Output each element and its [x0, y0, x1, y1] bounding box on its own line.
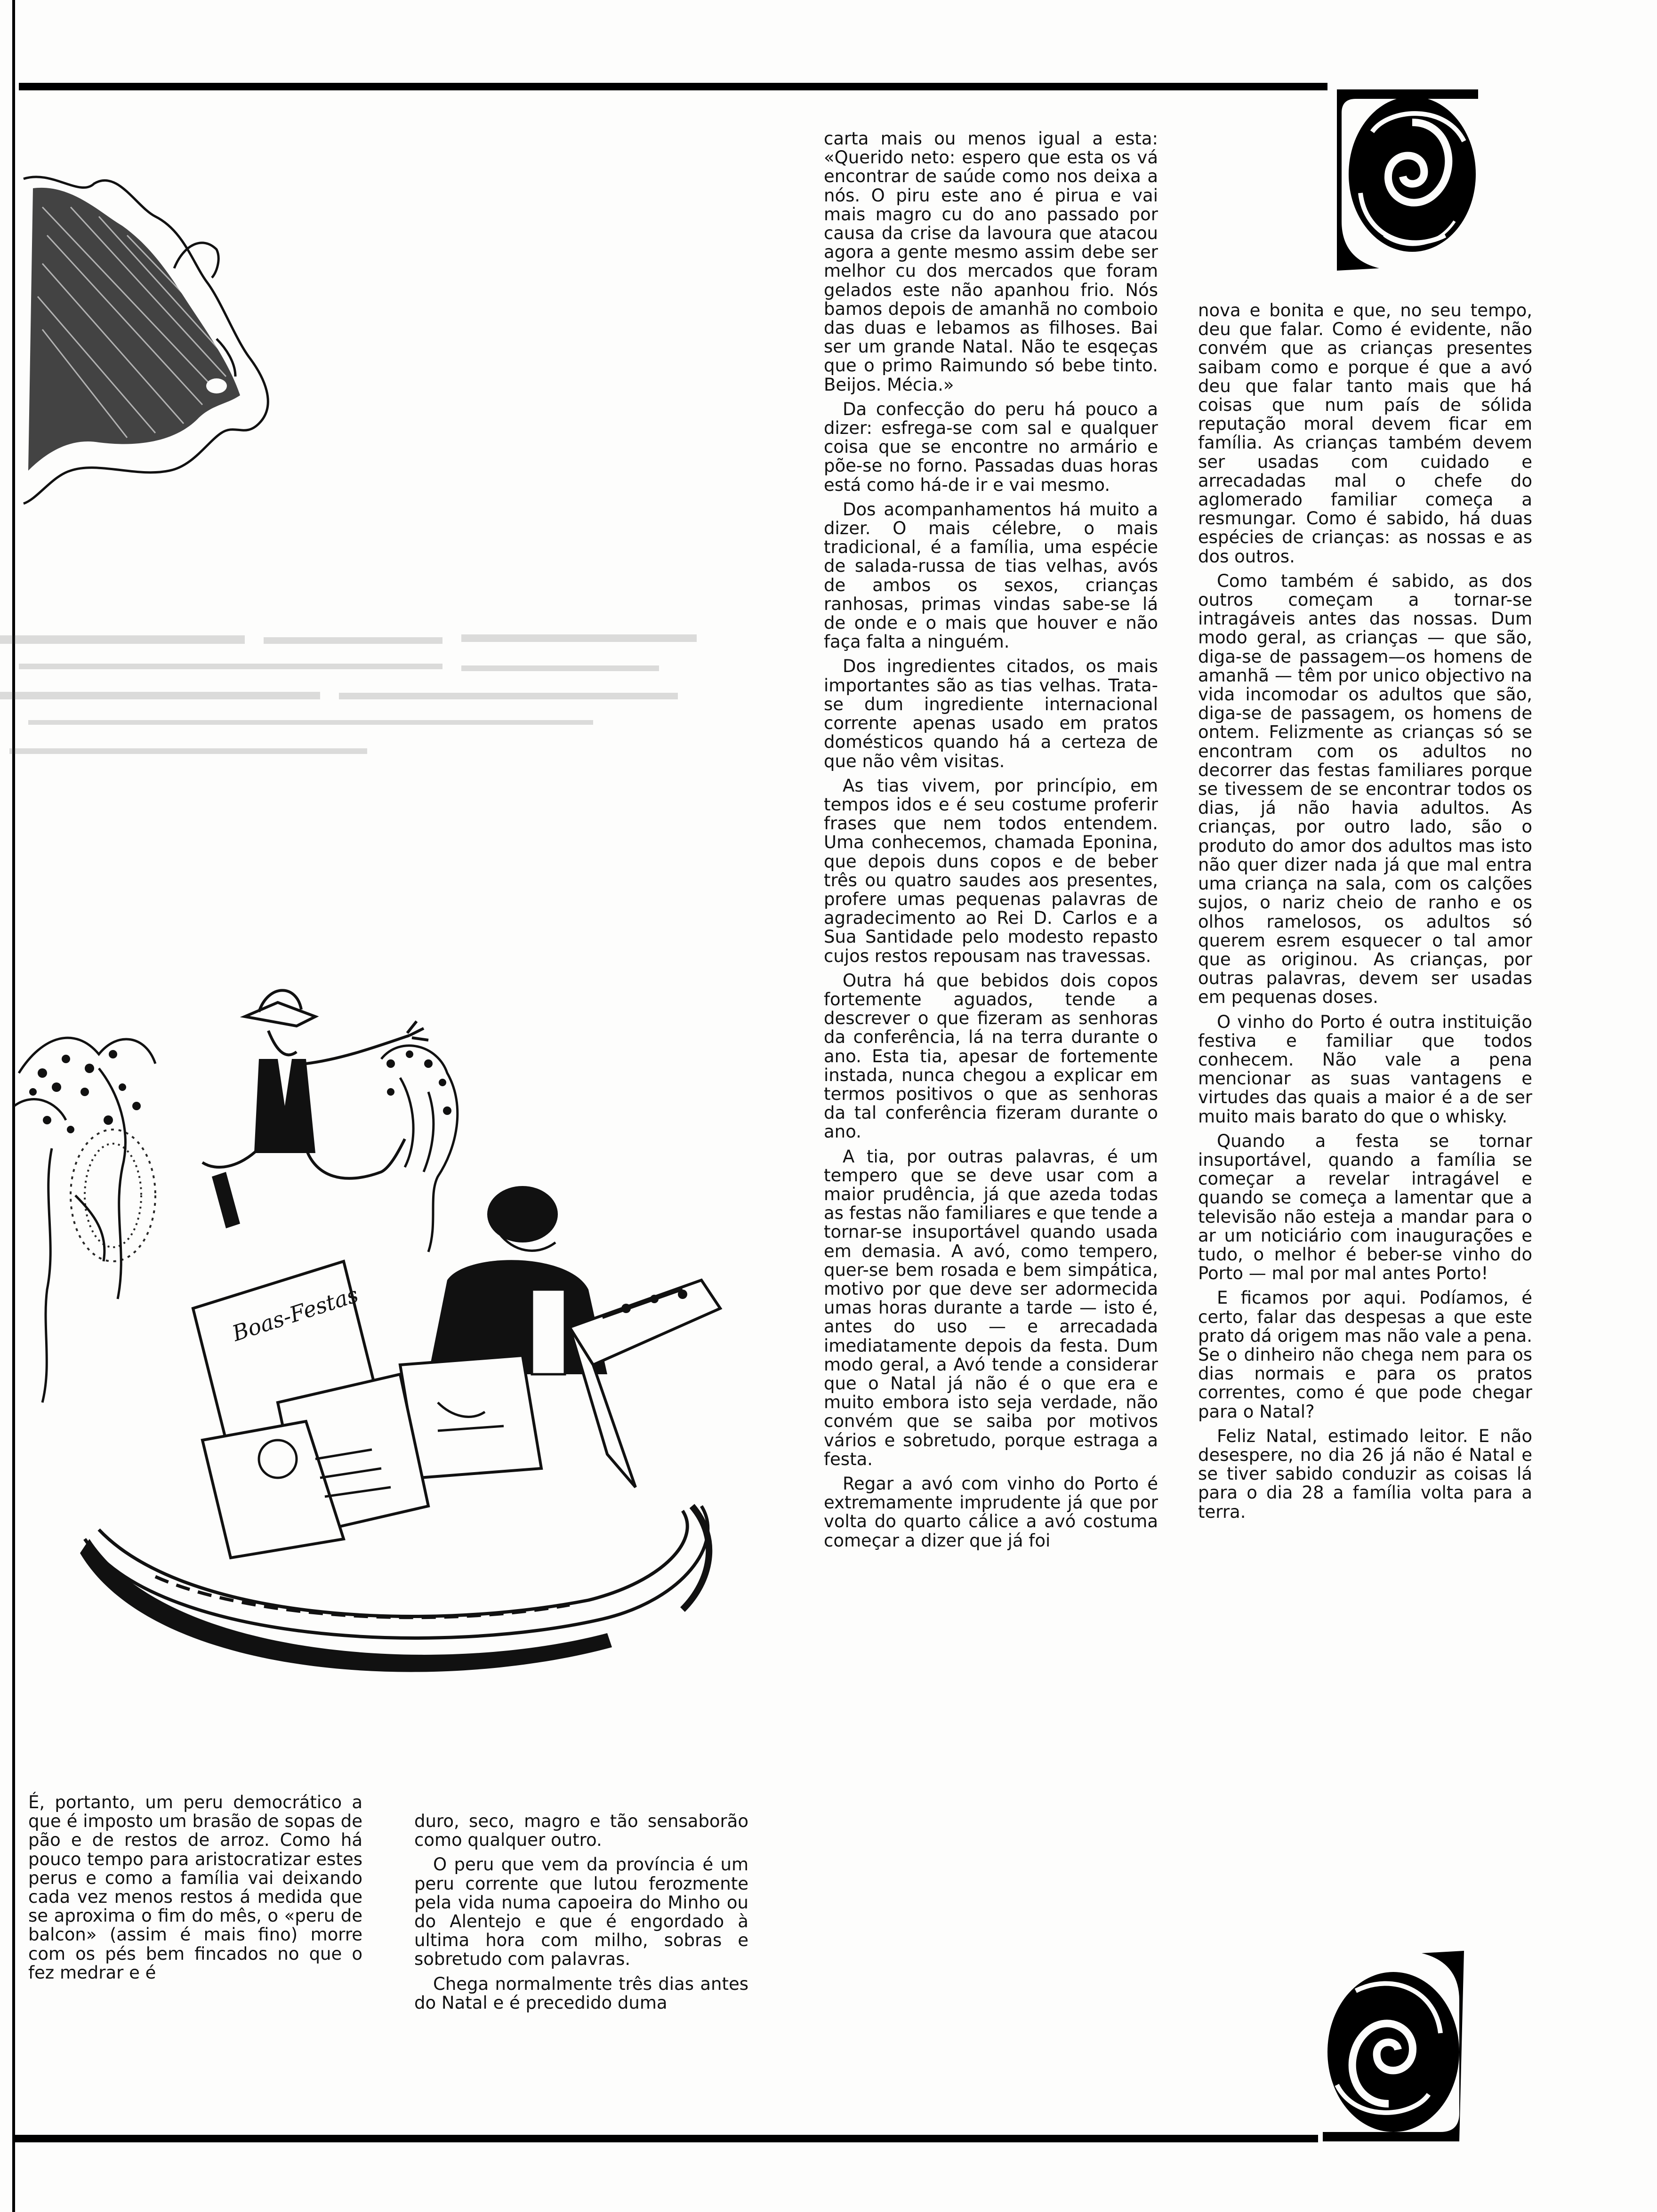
- bottom-rule: [14, 2135, 1318, 2142]
- article-column-1: [28, 1793, 362, 1988]
- paragraph: duro, seco, magro e tão sensaborão como qualquer outro.: [414, 1811, 748, 1851]
- paragraph: Dos acompanhamentos há muito a dizer. O mais célebre, o mais tradicional, é a família, uma espécie de salada-russa de tias velhas, avós de ambos os sexos, crianças ranhosas, primas vindas sabe-se lá de onde e o mais que houver e não faça falta a ninguém.: [824, 499, 1158, 652]
- bottom-swirl-ornament: [1318, 1944, 1473, 2146]
- bleed-through-texture: [0, 626, 716, 777]
- paragraph: Dos ingredientes citados, os mais importantes são as tias velhas. Trata-se dum ingrediente internacional corrente apenas usado em pratos domésticos quando há a certeza de que não vêm visitas.: [824, 656, 1158, 771]
- christmas-hamper-illustration: [14, 951, 734, 1694]
- paragraph: Quando a festa se tornar insuportável, quando a família se começar a revelar intragável e quando se começa a lamentar que a televisão não esteja a mandar para o ar um noticiário com inaugurações e tudo, o melhor é beber-se vinho do Porto — mal por mal antes Porto!: [1198, 1130, 1532, 1284]
- top-rule: [19, 83, 1327, 90]
- paragraph: As tias vivem, por princípio, em tempos idos e é seu costume proferir frases que nem todos entendem. Uma conhecemos, chamada Eponina, que depois duns copos e de beber três ou quatro saudes aos presentes, profere umas pequenas palavras de agradecimento ao Rei D. Carlos e a Sua Santidade pelo modesto repasto cujos restos repousam nas travessas.: [824, 775, 1158, 966]
- paragraph: Chega normalmente três dias antes do Natal e é precedido duma: [414, 1973, 748, 2013]
- paragraph: Outra há que bebidos dois copos fortemente aguados, tende a descrever o que fizeram as senhoras da conferência, lá na terra durante o ano. Esta tia, apesar de fortemente instada, nunca chegou a explicar em termos positivos o que as senhoras da tal conferência fizeram durante o ano.: [824, 970, 1158, 1142]
- bull-engraving: [14, 141, 278, 593]
- paragraph: O peru que vem da província é um peru corrente que lutou ferozmente pela vida numa capoeira do Minho ou do Alentejo e que é engordado à ultima hora com milho, sobras e sobretudo com palavras.: [414, 1854, 748, 1970]
- paragraph: Como também é sabido, as dos outros começam a tornar-se intragáveis antes das nossas. Dum modo geral, as crianças — que são, diga-se de passagem—os homens de amanhã — têm por unico objectivo na vida incomodar os adultos que são, diga-se de passagem, os homens de ontem. Felizmente as crianças só se encontram com os adultos no decorrer das festas familiares porque se tivessem de se encontrar todos os dias, já não havia adultos. As crianças, por outro lado, são o produto do amor dos adultos mas isto não quer dizer nada já que mal entra uma criança na sala, com os calções sujos, o nariz cheio de ranho e os olhos ramelosos, os adultos só querem esrem esquecer o tal amor que as originou. As crianças, por outras palavras, devem ser usadas em pequenas doses.: [1198, 570, 1532, 1008]
- paragraph: A tia, por outras palavras, é um tempero que se deve usar com a maior prudência, já que azeda todas as festas não familiares e que tende a tornar-se insuportável quando usada em demasia. A avó, como tempero, quer-se bem rosada e bem simpática, motivo por que deve ser adormecida umas horas durante a tarde — isto é, antes do uso — e arrecadada imediatamente depois da festa. Dum modo geral, a Avó tende a considerar que o Natal já não é o que era e muito embora isto seja verdade, não convém que se saiba por motivos vários e sobretudo, porque estraga a festa.: [824, 1146, 1158, 1469]
- article-column-4: [1198, 301, 1532, 1527]
- paragraph: O vinho do Porto é outra instituição festiva e familiar que todos conhecem. Não vale a pena mencionar as suas vantagens e virtudes das quais a maior é a de ser muito mais barato do que o whisky.: [1198, 1011, 1532, 1127]
- paragraph: E ficamos por aqui. Podíamos, é certo, falar das despesas a que este prato dá origem mas não vale a pena. Se o dinheiro não chega nem para os dias normais e para os pratos correntes, como é que pode chegar para o Natal?: [1198, 1288, 1532, 1422]
- article-column-3: [824, 129, 1158, 1556]
- top-swirl-ornament: [1327, 80, 1483, 278]
- paragraph: nova e bonita e que, no seu tempo, deu que falar. Como é evidente, não convém que as crianças presentes saibam como e porque é que a avó deu que falar tanto mais que há coisas que num país de sólida reputação moral devem ficar em família. As crianças também devem ser usadas com cuidado e arrecadadas mal o chefe do aglomerado familiar começa a resmungar. Como é sabido, há duas espécies de crianças: as nossas e as dos outros.: [1198, 300, 1532, 567]
- paragraph: Da confecção do peru há pouco a dizer: esfrega-se com sal e qualquer coisa que se encontre no armário e põe-se no forno. Passadas duas horas está como há-de ir e vai mesmo.: [824, 399, 1158, 495]
- boas-festas-sign: Boas-Festas: [229, 1282, 362, 1346]
- paragraph: É, portanto, um peru democrático a que é imposto um brasão de sopas de pão e de restos de arroz. Como há pouco tempo para aristocratizar estes perus e como a família vai deixando cada vez menos restos á medida que se aproxima o fim do mês, o «peru de balcon» (assim é mais fino) morre com os pés bem fincados no que o fez medrar e é: [28, 1792, 362, 1983]
- article-column-2: [414, 1812, 748, 2018]
- paragraph: carta mais ou menos igual a esta: «Querido neto: espero que esta os vá encontrar de saúde como nos deixa a nós. O piru este ano é pirua e vai mais magro cu do ano passado por causa da crise da lavoura que atacou agora a gente mesmo assim debe ser melhor cu dos mercados que foram gelados este não apanhou frio. Nós bamos depois de amanhã no comboio das duas e lebamos as filhoses. Bai ser um grande Natal. Não te esqeças que o primo Raimundo só bebe tinto. Beijos. Mécia.»: [824, 128, 1158, 395]
- paragraph: Regar a avó com vinho do Porto é extremamente imprudente já que por volta do quarto cálice a avó costuma começar a dizer que já foi: [824, 1474, 1158, 1551]
- paragraph: Feliz Natal, estimado leitor. E não desespere, no dia 26 já não é Natal e se tiver sabido conduzir as coisas lá para o dia 28 a família volta para a terra.: [1198, 1426, 1532, 1522]
